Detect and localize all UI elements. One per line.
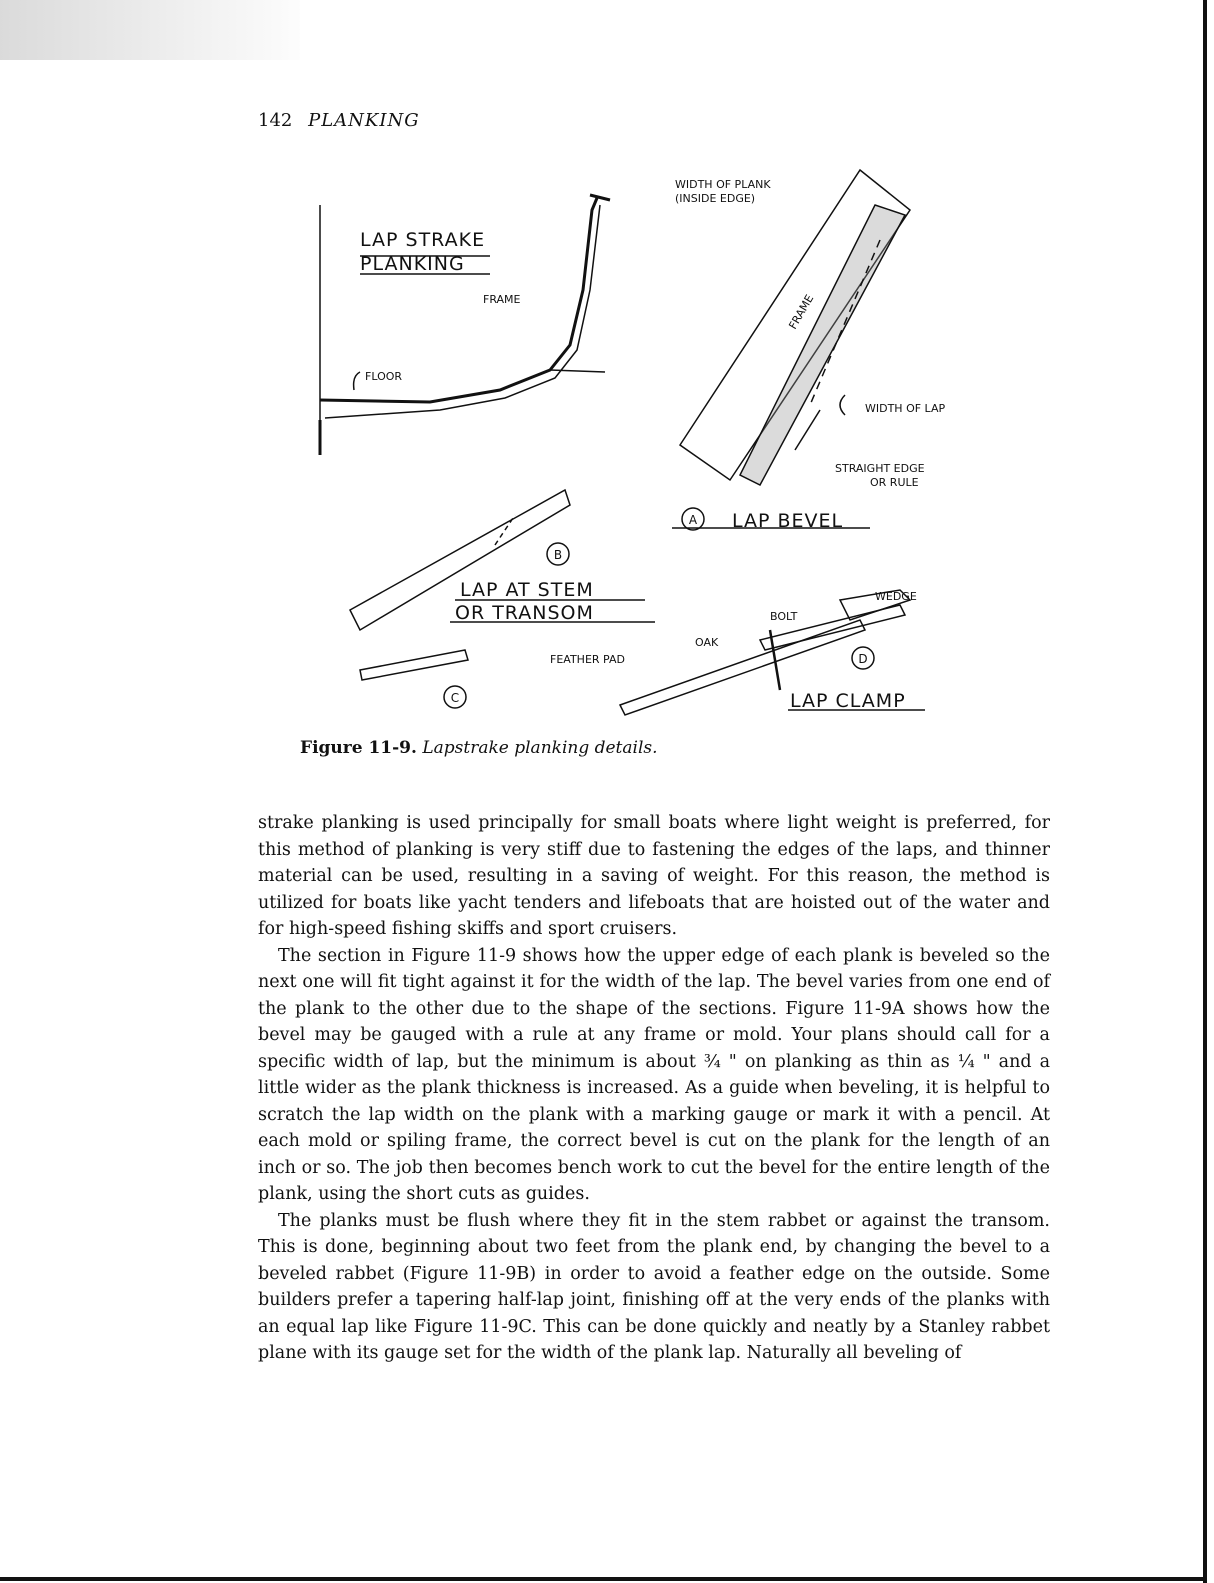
label-width-of-plank: WIDTH OF PLANK	[675, 178, 771, 191]
label-width-of-lap: WIDTH OF LAP	[865, 402, 946, 415]
half-lap-joint	[360, 650, 468, 680]
label-floor: FLOOR	[365, 370, 403, 383]
letter-b: B	[553, 548, 563, 562]
caption-label: Figure 11-9.	[300, 738, 417, 758]
label-lap-bevel: LAP BEVEL	[732, 510, 844, 532]
paragraph-1: strake planking is used principally for small boats where light weight is preferred, for this method of planking is very stiff due to fastening the edges of the laps, and thinner material can be used, resulting in a saving of weight. For this reason, the method is utilized for boats like yacht tenders and lifeboats that are hoisted out of the water and for high-speed fishing skiffs and sport cruisers.	[258, 813, 1050, 939]
label-wedge: WEDGE	[875, 590, 917, 603]
label-or-transom: OR TRANSOM	[455, 602, 594, 624]
page-border-right	[1203, 0, 1207, 1583]
lapstrake-figure	[300, 150, 1000, 750]
label-inside-edge: (INSIDE EDGE)	[675, 192, 756, 205]
label-or-rule: OR RULE	[870, 476, 919, 489]
label-lap-at-stem: LAP AT STEM	[460, 579, 594, 601]
caption-text: Lapstrake planking details.	[422, 738, 658, 758]
page-border-bottom	[0, 1577, 1207, 1581]
label-straight-edge: STRAIGHT EDGE	[835, 462, 925, 475]
straight-edge	[795, 410, 820, 450]
scan-smudge	[0, 0, 300, 60]
paragraph-2: The section in Figure 11-9 shows how the upper edge of each plank is beveled so the next one will fit tight against it for the width of the lap. The bevel varies from one end of the plank to the other due to the shape of the sections. Figure 11-9A shows how the bevel may be gauged with a rule at any frame or mold. Your plans should call for a specific width of lap, but the minimum is about ¾ " on planking as thin as ¼ " and a little wider as the plank thickness is increased. As a guide when beveling, it is helpful to scratch the lap width on the plank with a marking gauge or mark it with a pencil. At each mold or spiling frame, the correct bevel is cut on the plank for the length of an inch or so. The job then becomes bench work to cut the bevel for the entire length of the plank, using the short cuts as guides.	[258, 945, 1050, 1204]
figure-caption	[300, 738, 658, 758]
stem-rabbet	[495, 515, 515, 545]
sheer-cap	[590, 195, 610, 200]
page-header	[258, 110, 420, 131]
label-frame: FRAME	[483, 293, 521, 306]
label-feather-pad: FEATHER PAD	[550, 653, 625, 666]
page-number: 142	[258, 110, 293, 131]
body-text	[258, 810, 1050, 1367]
letter-d: D	[858, 652, 868, 666]
section-title: PLANKING	[308, 110, 420, 131]
paragraph-3: The planks must be flush where they fit in the stem rabbet or against the transom. This is done, beginning about two feet from the plank end, by changing the bevel to a beveled rabbet (Figure 11-9B) in order to avoid a feather edge on the outside. Some builders prefer a tapering half-lap joint, finishing off at the very ends of the planks with an equal lap like Figure 11-9C. This can be done quickly and neatly by a Stanley rabbet plane with its gauge set for the width of the plank lap. Naturally all beveling of	[258, 1210, 1050, 1363]
label-oak: OAK	[695, 636, 719, 649]
label-bolt: BOLT	[770, 610, 798, 623]
floor-pointer	[354, 372, 360, 390]
letter-a: A	[688, 513, 698, 527]
label-lap-clamp: LAP CLAMP	[790, 690, 906, 712]
floor-line	[550, 370, 605, 372]
letter-c: C	[450, 691, 460, 705]
plank-section	[740, 205, 905, 485]
width-of-lap-bracket	[840, 395, 845, 415]
label-frame-diagonal: FRAME	[786, 292, 817, 332]
label-planking: PLANKING	[360, 253, 465, 275]
label-lap-strake: LAP STRAKE	[360, 229, 486, 251]
